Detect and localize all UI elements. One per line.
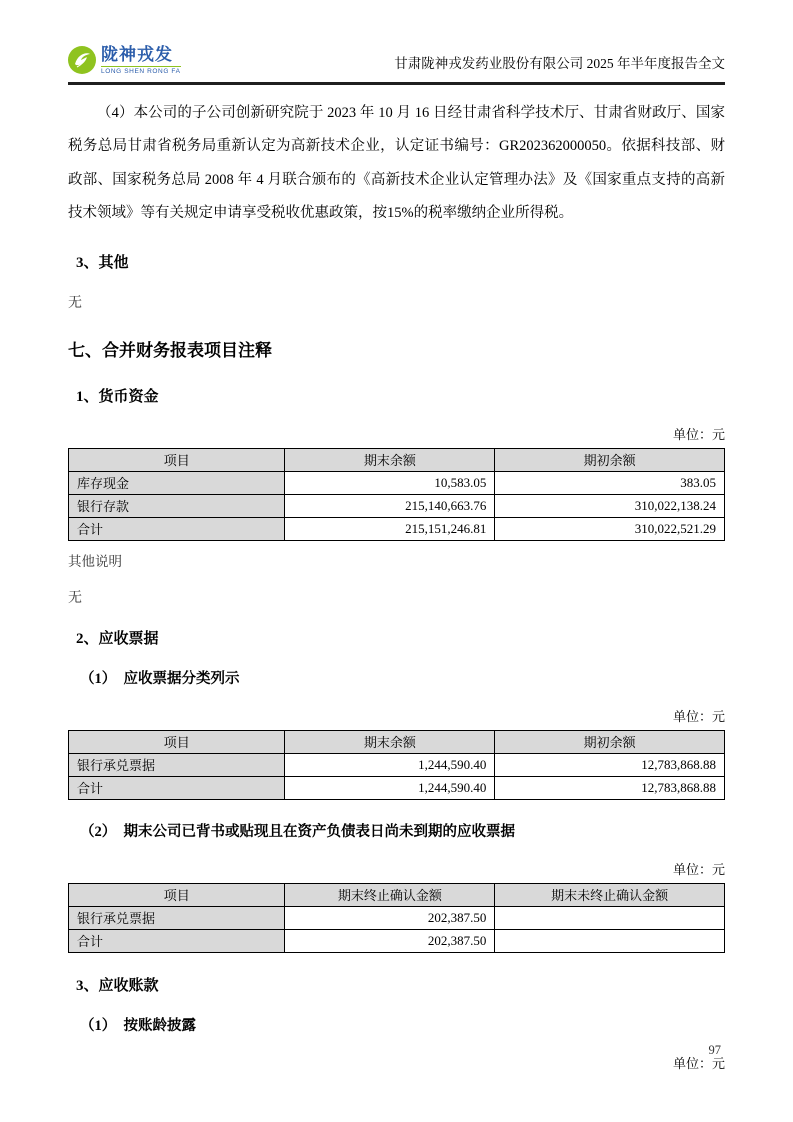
notes-classification-table [68, 730, 725, 800]
monetary-funds-table [68, 448, 725, 541]
value-cell: 1,244,590.40 [285, 753, 495, 776]
column-header: 期初余额 [495, 730, 725, 753]
table-header-row [69, 448, 725, 471]
logo-name-en: LONG SHEN RONG FA [101, 67, 181, 75]
page-header [68, 0, 725, 85]
column-header: 期初余额 [495, 448, 725, 471]
logo-text [101, 46, 181, 75]
value-cell [495, 929, 725, 952]
endorsed-notes-table [68, 883, 725, 953]
heading-aging-disclosure: （1） 按账龄披露 [80, 1017, 196, 1034]
value-cell: 202,387.50 [285, 929, 495, 952]
value-cell: 10,583.05 [285, 471, 495, 494]
item-cell: 银行存款 [69, 494, 285, 517]
other-note-label: 其他说明 [68, 553, 122, 569]
item-cell: 银行承兑票据 [69, 906, 285, 929]
unit-label-endorsed-notes: 单位：元 [672, 861, 725, 877]
value-cell: 202,387.50 [285, 906, 495, 929]
item-cell: 合计 [69, 929, 285, 952]
table-row [69, 471, 725, 494]
heading-endorsed-notes: （2） 期末公司已背书或贴现且在资产负债表日尚未到期的应收票据 [80, 823, 515, 840]
unit-label-aging: 单位：元 [672, 1055, 725, 1071]
heading-accounts-receivable: 3、应收账款 [76, 977, 159, 994]
item-cell: 合计 [69, 776, 285, 799]
value-cell: 215,151,246.81 [285, 517, 495, 540]
table-row [69, 906, 725, 929]
table-row [69, 929, 725, 952]
item-cell: 合计 [69, 517, 285, 540]
item-cell: 银行承兑票据 [69, 753, 285, 776]
item-cell: 库存现金 [69, 471, 285, 494]
heading-notes-receivable: 2、应收票据 [76, 630, 159, 647]
bird-logo-icon [68, 46, 96, 74]
value-cell: 383.05 [495, 471, 725, 494]
chapter-heading: 七、合并财务报表项目注释 [68, 340, 272, 360]
heading-monetary-funds: 1、货币资金 [76, 388, 159, 405]
tax-policy-paragraph: （4）本公司的子公司创新研究院于 2023 年 10 月 16 日经甘肃省科学技术厅、甘肃省财政厅、国家税务总局甘肃省税务局重新认定为高新技术企业，认定证书编号：GR202362000050。依据科技部、财政部、国家税务总局 2008 年 4 月联合颁布的《高新技术企业认定管理办法》及《国家重点支持的高新技术领域》等有关规定申请享受税收优惠政策，按15%的税率缴纳企业所得税。 [68, 104, 725, 222]
table-row [69, 753, 725, 776]
page-number: 97 [708, 1043, 721, 1057]
other-note-value: 无 [68, 590, 82, 606]
column-header: 期末余额 [285, 730, 495, 753]
logo-name-cn: 陇神戎发 [101, 45, 173, 64]
value-cell [495, 906, 725, 929]
heading-other: 3、其他 [76, 254, 129, 271]
column-header: 项目 [69, 883, 285, 906]
logo-icon [68, 46, 96, 74]
table-row [69, 776, 725, 799]
unit-label-notes-classification: 单位：元 [672, 708, 725, 724]
table-row [69, 494, 725, 517]
unit-label-monetary-funds: 单位：元 [672, 426, 725, 442]
column-header: 项目 [69, 730, 285, 753]
value-cell: 1,244,590.40 [285, 776, 495, 799]
column-header: 期末未终止确认金额 [495, 883, 725, 906]
value-cell: 12,783,868.88 [495, 776, 725, 799]
table-header-row [69, 730, 725, 753]
heading-notes-classification: （1） 应收票据分类列示 [80, 670, 240, 687]
table-row [69, 517, 725, 540]
company-logo [68, 46, 181, 75]
value-cell: 310,022,521.29 [495, 517, 725, 540]
other-value: 无 [68, 295, 82, 311]
value-cell: 12,783,868.88 [495, 753, 725, 776]
table-header-row [69, 883, 725, 906]
column-header: 期末余额 [285, 448, 495, 471]
value-cell: 215,140,663.76 [285, 494, 495, 517]
column-header: 期末终止确认金额 [285, 883, 495, 906]
column-header: 项目 [69, 448, 285, 471]
value-cell: 310,022,138.24 [495, 494, 725, 517]
document-title: 甘肃陇神戎发药业股份有限公司 2025 年半年度报告全文 [394, 55, 725, 71]
